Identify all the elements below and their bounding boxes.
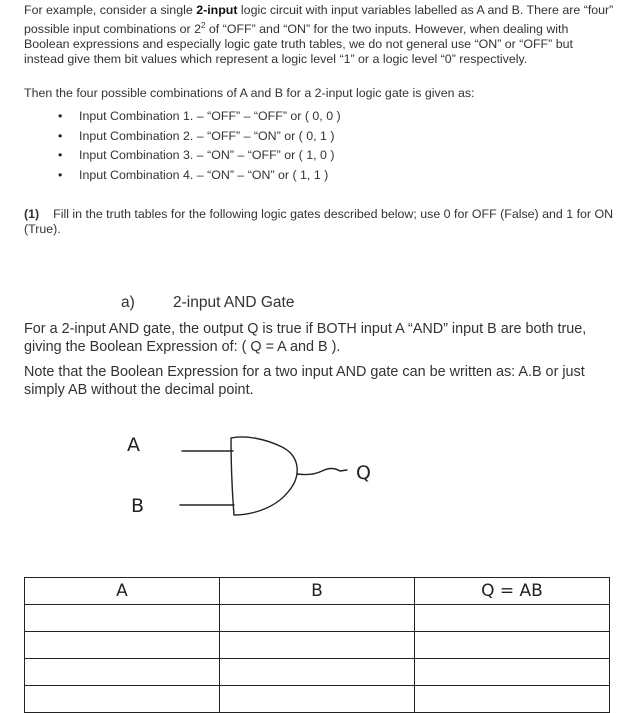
table-cell[interactable] — [220, 605, 415, 632]
input-a-label: A — [127, 434, 140, 456]
question-number: (1) — [24, 207, 40, 221]
table-cell[interactable] — [220, 659, 415, 686]
header-cell-a: A — [25, 578, 220, 605]
question-text: Fill in the truth tables for the following logic gates described below; use 0 for OFF (False) and 1 for ON (True). — [24, 207, 614, 236]
header-cell-q: Q = AB — [415, 578, 610, 605]
boolean-expression-note: Note that the Boolean Expression for a two input AND gate can be written as: A.B or just simply AB without the decimal point. — [24, 364, 585, 398]
truth-table — [24, 577, 610, 713]
intro-bold-term: 2-input — [196, 3, 238, 17]
intro-text-1: For example, consider a single — [24, 3, 197, 17]
table-cell[interactable] — [415, 659, 610, 686]
output-q-label: Q — [356, 462, 371, 484]
section-letter: a) — [121, 294, 135, 311]
list-item: • Input Combination 1. – “OFF” – “OFF” or ( 0, 0 ) — [58, 107, 341, 127]
table-row — [25, 605, 610, 632]
table-cell[interactable] — [25, 686, 220, 713]
and-gate-description: For a 2-input AND gate, the output Q is true if BOTH input A “AND” input B are both true, giving the Boolean Expression of: ( Q = A and B ). — [24, 321, 587, 355]
table-row — [25, 686, 610, 713]
table-cell[interactable] — [220, 686, 415, 713]
intro-text-2: logic circuit with input variables labelled as A and B. There are “four” possible input combinations or 2 — [24, 3, 614, 37]
table-header-row — [25, 578, 610, 605]
table-cell[interactable] — [415, 632, 610, 659]
section-title: 2-input AND Gate — [173, 294, 295, 311]
combinations-lead-in: Then the four possible combinations of A and B for a 2-input logic gate is given as: — [24, 86, 475, 100]
table-cell[interactable] — [415, 605, 610, 632]
table-cell[interactable] — [25, 632, 220, 659]
table-row — [25, 632, 610, 659]
and-gate-symbol — [231, 437, 297, 515]
table-cell[interactable] — [25, 659, 220, 686]
list-item: • Input Combination 2. – “OFF” – “ON” or ( 0, 1 ) — [58, 127, 341, 147]
table-cell[interactable] — [25, 605, 220, 632]
list-item: • Input Combination 3. – “ON” – “OFF” or ( 1, 0 ) — [58, 146, 341, 166]
table-cell[interactable] — [415, 686, 610, 713]
input-b-label: B — [131, 495, 145, 517]
table-cell[interactable] — [220, 632, 415, 659]
header-cell-b: B — [220, 578, 415, 605]
output-wire — [297, 469, 347, 475]
list-item: • Input Combination 4. – “ON” – “ON” or ( 1, 1 ) — [58, 166, 341, 186]
intro-text-3: of “OFF” and “ON” for the two inputs. However, when dealing with Boolean expressions and especially logic gate truth tables, we do not general use “ON” or “OFF” but instead give them bit values which represent a logic level “1” or a logic level “0” respectively. — [24, 22, 573, 67]
table-row — [25, 659, 610, 686]
intro-superscript: 2 — [201, 21, 206, 30]
